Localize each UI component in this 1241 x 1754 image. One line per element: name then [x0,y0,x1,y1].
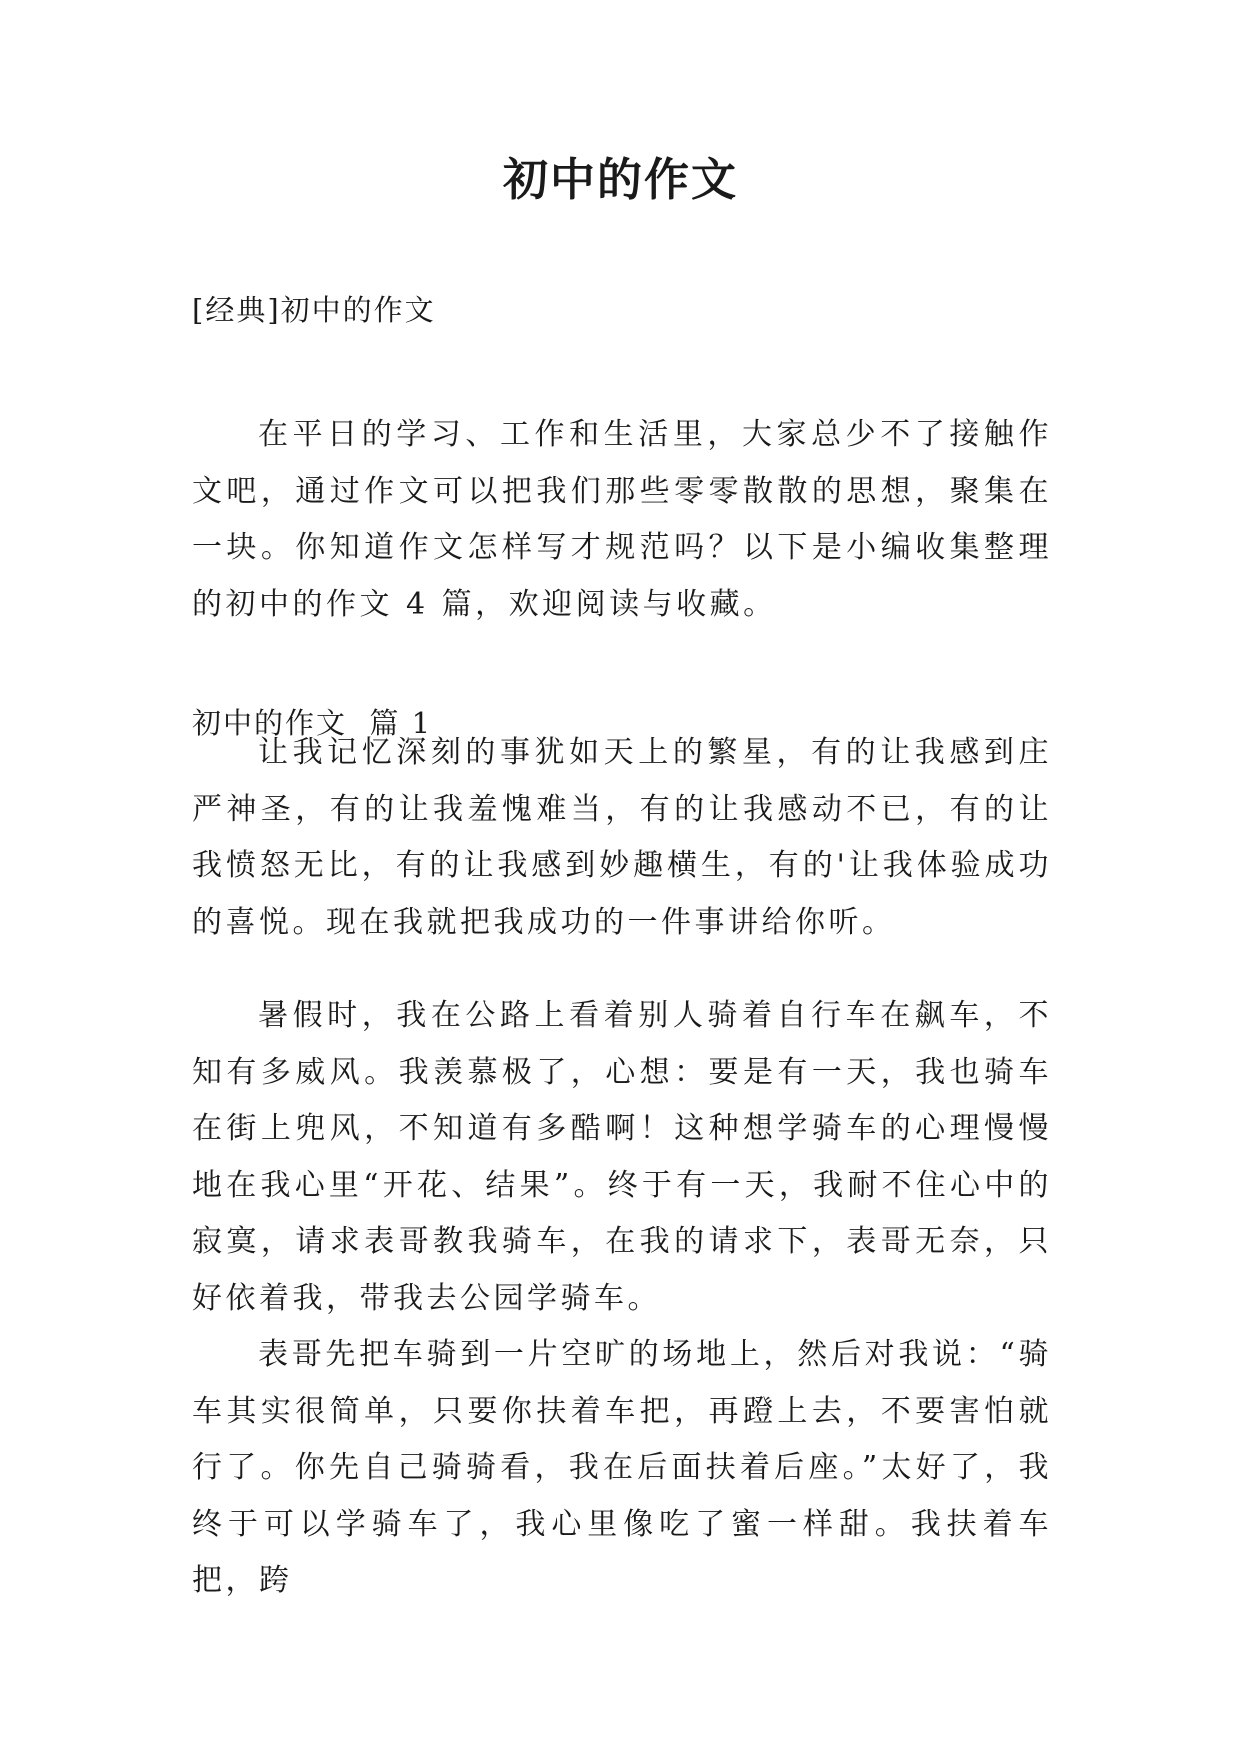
section-heading: 初中的作文 篇 1 [192,706,433,740]
document-title: 初中的作文 [502,153,738,206]
body-paragraph: 暑假时，我在公路上看着别人骑着自行车在飙车，不知有多威风。我羡慕极了，心想：要是有一天，我也骑车在街上兜风，不知道有多酷啊！这种想学骑车的心理慢慢地在我心里“开花、结果”。终于有一天，我耐不住心中的寂寞，请求表哥教我骑车，在我的请求下，表哥无奈，只好依着我，带我去公园学骑车。 [192,998,1052,1316]
body-paragraph: 让我记忆深刻的事犹如天上的繁星，有的让我感到庄严神圣，有的让我羞愧难当，有的让我感动不已，有的让我愤怒无比，有的让我感到妙趣横生，有的'让我体验成功的喜悦。现在我就把我成功的一件事讲给你听。 [192,735,1052,940]
body-paragraph: 表哥先把车骑到一片空旷的场地上，然后对我说：“骑车其实很简单，只要你扶着车把，再蹬上去，不要害怕就行了。你先自己骑骑看，我在后面扶着后座。”太好了，我终于可以学骑车了，我心里像吃了蜜一样甜。我扶着车把，跨 [192,1337,1052,1598]
intro-paragraph: 在平日的学习、工作和生活里，大家总少不了接触作文吧，通过作文可以把我们那些零零散散的思想，聚集在一块。你知道作文怎样写才规范吗？以下是小编收集整理的初中的作文 4 篇，欢迎阅读与收藏。 [192,417,1052,622]
document-subtitle: [经典]初中的作文 [192,293,436,327]
